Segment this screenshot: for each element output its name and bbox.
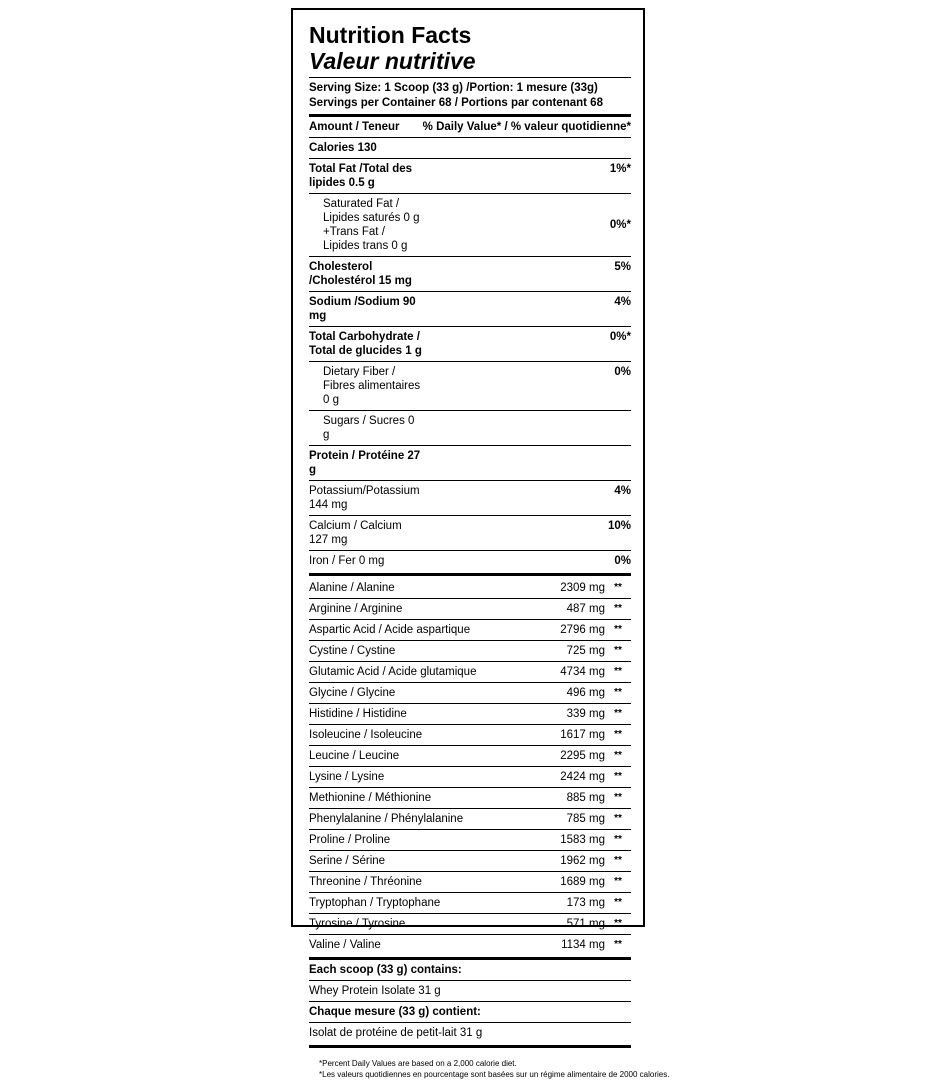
table-row: [309, 481, 631, 516]
amino-dv: **: [605, 683, 631, 704]
amino-name: Proline / Proline: [309, 830, 543, 851]
table-header-row: [309, 117, 631, 138]
divider: [309, 573, 631, 576]
table-row: [309, 411, 631, 446]
cholesterol-dv: 5%: [423, 257, 631, 292]
amino-dv: **: [605, 914, 631, 935]
amino-amount: 1617 mg: [543, 725, 605, 746]
amino-acid-table: [309, 578, 631, 955]
table-row: [309, 788, 631, 809]
total-carbohydrate-label: Total Carbohydrate / Total de glucides 1 g: [309, 327, 423, 362]
amino-name: Serine / Sérine: [309, 851, 543, 872]
nutrition-facts-content: [309, 22, 670, 1080]
table-row: [309, 446, 631, 481]
sugars-dv: [423, 411, 631, 446]
amino-name: Phenylalanine / Phénylalanine: [309, 809, 543, 830]
divider: [309, 1045, 631, 1048]
protein-label: Protein / Protéine 27 g: [309, 446, 423, 481]
amino-amount: 2796 mg: [543, 620, 605, 641]
amino-amount: 2424 mg: [543, 767, 605, 788]
table-row: [309, 725, 631, 746]
amino-amount: 1583 mg: [543, 830, 605, 851]
amino-name: Glutamic Acid / Acide glutamique: [309, 662, 543, 683]
panel-title-fr: Valeur nutritive: [309, 48, 476, 74]
iron-dv: 0%: [423, 551, 631, 572]
total-fat-label: Total Fat /Total des lipides 0.5 g: [309, 159, 423, 194]
potassium-label: Potassium/Potassium 144 mg: [309, 481, 423, 516]
each-scoop-contains-label: Each scoop (33 g) contains:: [309, 964, 462, 976]
potassium-dv: 4%: [423, 481, 631, 516]
table-row: [309, 159, 631, 194]
table-row: [309, 578, 631, 599]
amino-dv: **: [605, 830, 631, 851]
amino-dv: **: [605, 746, 631, 767]
amino-dv: **: [605, 893, 631, 914]
amino-amount: 487 mg: [543, 599, 605, 620]
amino-name: Lysine / Lysine: [309, 767, 543, 788]
amino-dv: **: [605, 851, 631, 872]
serving-size: Serving Size: 1 Scoop (33 g) /Portion: 1 mesure (33g): [309, 82, 598, 94]
amino-name: Glycine / Glycine: [309, 683, 543, 704]
contains-table: [309, 960, 631, 1043]
amino-dv: **: [605, 935, 631, 956]
amino-dv: **: [605, 620, 631, 641]
chaque-mesure-contient-label: Chaque mesure (33 g) contient:: [309, 1002, 631, 1023]
table-row: [309, 683, 631, 704]
whey-protein-isolate-fr: Isolat de protéine de petit-lait 31 g: [309, 1023, 631, 1044]
table-row: [309, 641, 631, 662]
table-row: [309, 362, 631, 411]
amino-dv: **: [605, 788, 631, 809]
table-row: [309, 1023, 631, 1044]
calories-label: Calories 130: [309, 138, 631, 159]
amino-dv: **: [605, 599, 631, 620]
amino-name: Histidine / Histidine: [309, 704, 543, 725]
amino-name: Valine / Valine: [309, 935, 543, 956]
table-row: [309, 893, 631, 914]
total-carbohydrate-dv: 0%*: [423, 327, 631, 362]
table-row: [309, 872, 631, 893]
amino-name: Alanine / Alanine: [309, 582, 395, 594]
amino-amount: 725 mg: [543, 641, 605, 662]
amino-name: Methionine / Méthionine: [309, 788, 543, 809]
amino-name: Cystine / Cystine: [309, 641, 543, 662]
table-row: [309, 914, 631, 935]
nutrition-facts-panel: [291, 8, 670, 1079]
iron-label: Iron / Fer 0 mg: [309, 551, 423, 572]
dietary-fiber-label: Dietary Fiber / Fibres alimentaires 0 g: [309, 362, 423, 411]
table-row: [309, 746, 631, 767]
dietary-fiber-dv: 0%: [423, 362, 631, 411]
table-row: [309, 257, 631, 292]
amino-dv: **: [605, 662, 631, 683]
amino-dv: **: [605, 872, 631, 893]
amino-dv: **: [605, 809, 631, 830]
amino-dv: **: [605, 641, 631, 662]
calcium-dv: 10%: [423, 516, 631, 551]
saturated-fat-dv: 0%*: [423, 194, 631, 257]
table-row: [309, 960, 631, 981]
amino-amount: 571 mg: [543, 914, 605, 935]
footnote-en: *Percent Daily Values are based on a 2,000 calorie diet.: [319, 1059, 517, 1068]
amino-dv: **: [605, 725, 631, 746]
amino-dv: **: [614, 582, 622, 593]
table-row: [309, 1002, 631, 1023]
amino-dv: **: [605, 704, 631, 725]
footnote-fr: *Les valeurs quotidiennes en pourcentage sont basées sur un régime alimentaire de 2000 calories.: [319, 1070, 670, 1079]
protein-dv: [423, 446, 631, 481]
amino-name: Tryptophan / Tryptophane: [309, 893, 543, 914]
calories-row: [309, 138, 631, 159]
amino-name: Leucine / Leucine: [309, 746, 543, 767]
trans-fat-label: +Trans Fat / Lipides trans 0 g: [323, 226, 408, 252]
sugars-label: Sugars / Sucres 0 g: [309, 411, 423, 446]
sodium-dv: 4%: [423, 292, 631, 327]
table-row: [309, 194, 631, 257]
panel-title-en: Nutrition Facts: [309, 22, 472, 48]
table-row: [309, 809, 631, 830]
table-row: [309, 830, 631, 851]
saturated-fat-label: Saturated Fat / Lipides saturés 0 g: [323, 198, 420, 224]
amino-amount: 2309 mg: [560, 582, 605, 594]
table-row: [309, 935, 631, 956]
amino-amount: 2295 mg: [543, 746, 605, 767]
calcium-label: Calcium / Calcium 127 mg: [309, 516, 423, 551]
servings-per-container: Servings per Container 68 / Portions par contenant 68: [309, 97, 603, 109]
table-row: [309, 767, 631, 788]
amino-dv: **: [605, 767, 631, 788]
table-row: [309, 292, 631, 327]
amino-amount: 496 mg: [543, 683, 605, 704]
daily-value-header: % Daily Value* / % valeur quotidienne*: [422, 121, 631, 133]
amino-amount: 173 mg: [543, 893, 605, 914]
amino-amount: 339 mg: [543, 704, 605, 725]
footnotes: [309, 1058, 670, 1080]
amino-amount: 1962 mg: [543, 851, 605, 872]
saturated-trans-fat-label: [309, 194, 423, 257]
cholesterol-label: Cholesterol /Cholestérol 15 mg: [309, 257, 423, 292]
table-row: [309, 662, 631, 683]
amino-amount: 1134 mg: [543, 935, 605, 956]
table-row: [309, 704, 631, 725]
table-row: [309, 516, 631, 551]
amino-name: Tyrosine / Tyrosine: [309, 914, 543, 935]
table-row: [309, 620, 631, 641]
table-row: [309, 599, 631, 620]
table-row: [309, 551, 631, 572]
amino-name: Arginine / Arginine: [309, 599, 543, 620]
amino-name: Threonine / Thréonine: [309, 872, 543, 893]
sodium-label: Sodium /Sodium 90 mg: [309, 292, 423, 327]
total-fat-dv: 1%*: [423, 159, 631, 194]
amino-amount: 4734 mg: [543, 662, 605, 683]
table-row: [309, 851, 631, 872]
table-row: [309, 981, 631, 1002]
amino-amount: 885 mg: [543, 788, 605, 809]
whey-protein-isolate-en: Whey Protein Isolate 31 g: [309, 981, 631, 1002]
amino-amount: 785 mg: [543, 809, 605, 830]
amino-amount: 1689 mg: [543, 872, 605, 893]
core-nutrition-table: [309, 117, 631, 571]
amount-header: Amount / Teneur: [309, 121, 400, 133]
table-row: [309, 327, 631, 362]
amino-name: Isoleucine / Isoleucine: [309, 725, 543, 746]
amino-name: Aspartic Acid / Acide aspartique: [309, 620, 543, 641]
